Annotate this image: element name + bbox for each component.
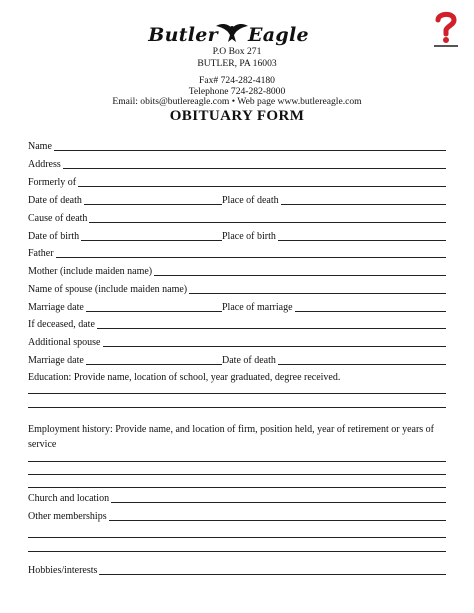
employment-label: Employment history: Provide name, and location of firm, position held, year of retirement or years of service <box>28 424 435 450</box>
father-field[interactable] <box>56 257 446 258</box>
place-of-marriage-label: Place of marriage <box>222 302 293 313</box>
hobbies-label: Hobbies/interests <box>28 565 98 576</box>
hobbies-field[interactable] <box>99 574 446 575</box>
form-title: OBITUARY FORM <box>169 108 305 124</box>
mother-row <box>28 264 446 278</box>
employment-line-3[interactable] <box>28 487 446 488</box>
marriage-2-row <box>28 353 446 367</box>
place-of-death-label: Place of death <box>222 195 279 206</box>
email-web-line: Email: obits@butlereagle.com • Web page www.butlereagle.com <box>112 96 362 107</box>
education-line-1[interactable] <box>28 393 446 394</box>
spouse-label: Name of spouse (include maiden name) <box>28 284 188 295</box>
memberships-field[interactable] <box>109 520 446 521</box>
if-deceased-row <box>28 317 446 331</box>
date-of-death-2-field[interactable] <box>278 364 446 365</box>
date-of-birth-label: Date of birth <box>28 231 80 242</box>
death-row <box>28 193 446 207</box>
marriage-date-2-field[interactable] <box>86 364 222 365</box>
spouse-row <box>28 282 446 296</box>
formerly-of-label: Formerly of <box>28 177 77 188</box>
father-row <box>28 246 446 260</box>
date-of-death-2-label: Date of death <box>222 355 276 366</box>
address-row <box>28 157 446 171</box>
brand-name-left: Butler <box>148 24 218 46</box>
education-label: Education: Provide name, location of school, year graduated, degree received. <box>28 372 341 383</box>
telephone-line: Telephone 724-282-8000 <box>188 86 286 97</box>
church-label: Church and location <box>28 493 110 504</box>
place-of-death-field[interactable] <box>281 204 446 205</box>
memberships-line-3[interactable] <box>28 551 446 552</box>
marriage-row <box>28 300 446 314</box>
employment-line-1[interactable] <box>28 461 446 462</box>
date-of-death-field[interactable] <box>84 204 222 205</box>
if-deceased-label: If deceased, date <box>28 319 95 330</box>
eagle-icon <box>216 22 248 44</box>
fax-line: Fax# 724-282-4180 <box>199 75 275 86</box>
church-field[interactable] <box>111 502 446 503</box>
cause-of-death-label: Cause of death <box>28 213 88 224</box>
additional-spouse-field[interactable] <box>103 346 447 347</box>
place-of-birth-label: Place of birth <box>222 231 276 242</box>
mother-label: Mother (include maiden name) <box>28 266 153 277</box>
marriage-date-field[interactable] <box>86 311 222 312</box>
date-of-birth-field[interactable] <box>81 240 222 241</box>
cause-of-death-field[interactable] <box>89 222 446 223</box>
place-of-birth-field[interactable] <box>278 240 446 241</box>
memberships-label: Other memberships <box>28 511 107 522</box>
cause-of-death-row <box>28 211 446 225</box>
employment-line-2[interactable] <box>28 474 446 475</box>
education-line-2[interactable] <box>28 407 446 408</box>
church-row <box>28 491 446 505</box>
birth-row <box>28 229 446 243</box>
marriage-date-2-label: Marriage date <box>28 355 84 366</box>
date-of-death-label: Date of death <box>28 195 82 206</box>
city-line: BUTLER, PA 16003 <box>197 58 277 69</box>
formerly-of-field[interactable] <box>78 186 446 187</box>
po-box: P.O Box 271 <box>212 46 262 57</box>
question-mark-logo-icon <box>428 8 464 48</box>
brand-name-right: Eagle <box>248 24 309 46</box>
address-label: Address <box>28 159 61 170</box>
memberships-line-2[interactable] <box>28 537 446 538</box>
name-row <box>28 139 446 153</box>
additional-spouse-label: Additional spouse <box>28 337 101 348</box>
place-of-marriage-field[interactable] <box>295 311 446 312</box>
name-label: Name <box>28 141 52 152</box>
spouse-field[interactable] <box>189 293 446 294</box>
mother-field[interactable] <box>154 275 446 276</box>
formerly-of-row <box>28 175 446 189</box>
name-field[interactable] <box>54 150 446 151</box>
additional-spouse-row <box>28 335 446 349</box>
marriage-date-label: Marriage date <box>28 302 84 313</box>
if-deceased-field[interactable] <box>97 328 446 329</box>
father-label: Father <box>28 248 54 259</box>
masthead <box>0 22 474 48</box>
memberships-row <box>28 509 446 523</box>
hobbies-row <box>28 563 446 577</box>
address-field[interactable] <box>63 168 446 169</box>
